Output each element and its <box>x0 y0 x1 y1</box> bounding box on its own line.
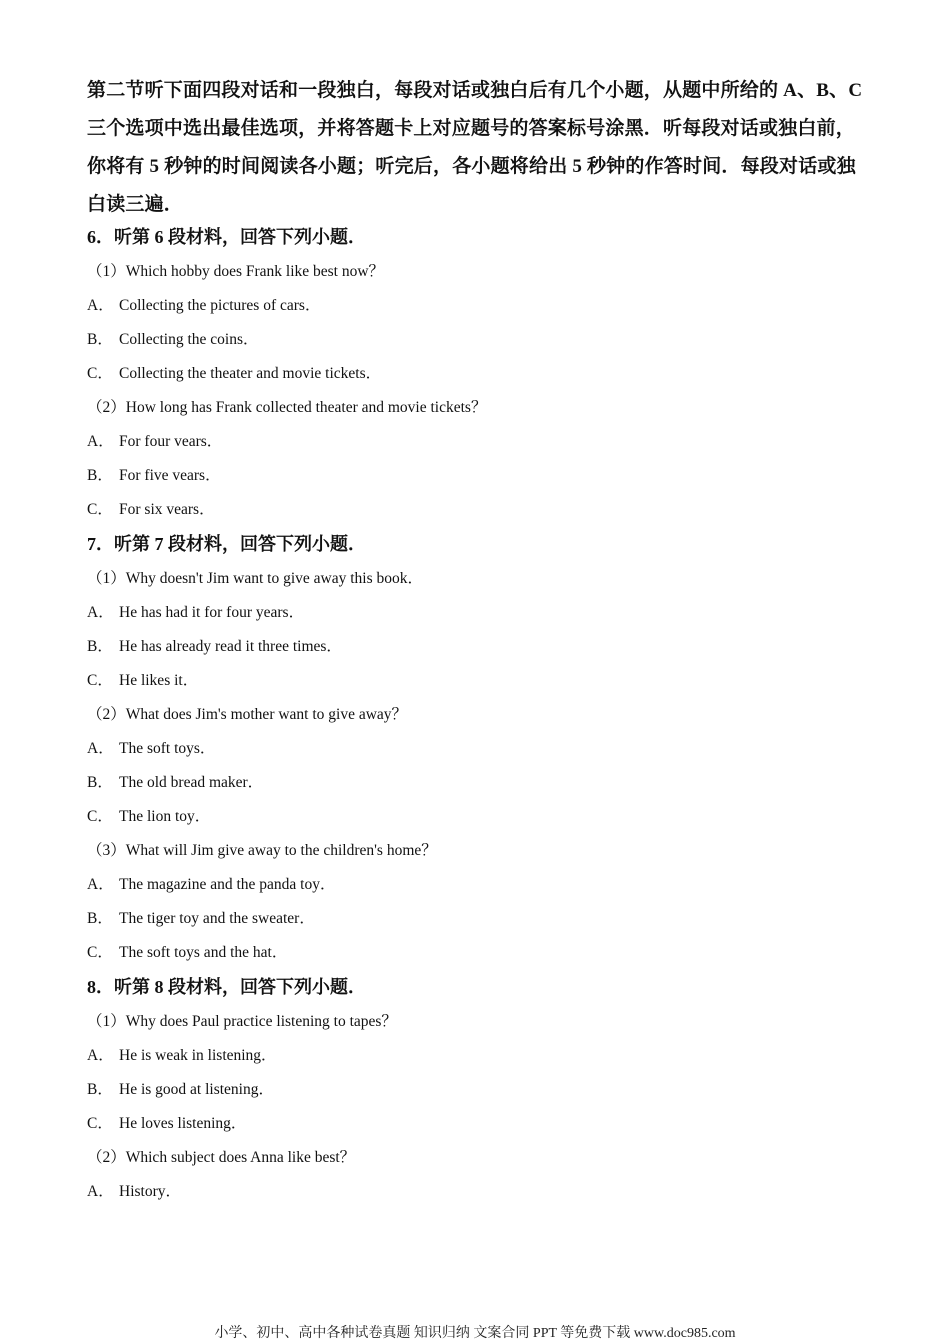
question-prompt: （2）What does Jim's mother want to give away？ <box>87 706 408 723</box>
question-prompt: （1）Why doesn't Jim want to give away this book． <box>87 570 424 587</box>
option-text: He loves listening． <box>119 1115 247 1132</box>
option-text: History． <box>119 1183 182 1200</box>
option-letter: A． <box>87 604 114 621</box>
question-prompt: （3）What will Jim give away to the children's home？ <box>87 842 437 859</box>
option-letter: C． <box>87 365 113 382</box>
instructions-line: 白读三遍． <box>87 194 184 215</box>
option-letter: C． <box>87 808 113 825</box>
answer-option <box>87 459 887 493</box>
option-text: The soft toys and the hat． <box>119 944 288 961</box>
option-letter: B． <box>87 638 113 655</box>
option-letter: A． <box>87 740 114 757</box>
option-text: He has already read it three times． <box>119 638 342 655</box>
section-title: 7．听第 7 段材料，回答下列小题． <box>87 534 366 554</box>
answer-option <box>87 1175 887 1209</box>
answer-option <box>87 664 887 698</box>
option-text: He is weak in listening． <box>119 1047 277 1064</box>
option-text: Collecting the theater and movie tickets． <box>119 365 382 382</box>
option-text: He has had it for four years． <box>119 604 305 621</box>
instructions-line: 第二节听下面四段对话和一段独白，每段对话或独白后有几个小题，从题中所给的 A、B、C <box>87 80 863 101</box>
option-text: He is good at listening． <box>119 1081 274 1098</box>
option-text: He likes it． <box>119 672 199 689</box>
option-text: The old bread maker． <box>119 774 264 791</box>
answer-option <box>87 596 887 630</box>
option-text: For four vears． <box>119 433 223 450</box>
answer-option <box>87 357 887 391</box>
answer-option <box>87 425 887 459</box>
option-letter: C． <box>87 1115 113 1132</box>
question-prompt: （1）Which hobby does Frank like best now？ <box>87 263 385 280</box>
answer-option <box>87 1107 887 1141</box>
question-prompt: （1）Why does Paul practice listening to tapes？ <box>87 1013 397 1030</box>
option-text: Collecting the pictures of cars． <box>119 297 321 314</box>
question-list <box>87 220 887 1209</box>
question-prompt: （2）Which subject does Anna like best？ <box>87 1149 356 1166</box>
option-letter: A． <box>87 1183 114 1200</box>
answer-option <box>87 868 887 902</box>
option-text: The tiger toy and the sweater． <box>119 910 315 927</box>
question-prompt: （2）How long has Frank collected theater and movie tickets？ <box>87 399 487 416</box>
answer-option <box>87 800 887 834</box>
page-footer: 小学、初中、高中各种试卷真题 知识归纳 文案合同 PPT 等免费下载 www.doc985.com <box>214 1326 736 1341</box>
option-letter: C． <box>87 944 113 961</box>
option-text: For five vears． <box>119 467 221 484</box>
instructions-line: 你将有 5 秒钟的时间阅读各小题；听完后，各小题将给出 5 秒钟的作答时间．每段对话或独 <box>87 156 856 177</box>
option-letter: B． <box>87 774 113 791</box>
option-text: Collecting the coins． <box>119 331 259 348</box>
option-letter: B． <box>87 331 113 348</box>
answer-option <box>87 323 887 357</box>
option-letter: C． <box>87 672 113 689</box>
option-letter: C． <box>87 501 113 518</box>
answer-option <box>87 289 887 323</box>
instructions-line: 三个选项中选出最佳选项，并将答题卡上对应题号的答案标号涂黑．听每段对话或独白前， <box>87 118 856 139</box>
option-text: The soft toys． <box>119 740 216 757</box>
answer-option <box>87 766 887 800</box>
instructions-paragraph <box>87 72 867 224</box>
answer-option <box>87 630 887 664</box>
option-letter: B． <box>87 910 113 927</box>
option-letter: A． <box>87 1047 114 1064</box>
option-letter: A． <box>87 876 114 893</box>
answer-option <box>87 902 887 936</box>
answer-option <box>87 936 887 970</box>
option-letter: B． <box>87 1081 113 1098</box>
option-letter: A． <box>87 433 114 450</box>
answer-option <box>87 732 887 766</box>
option-letter: B． <box>87 467 113 484</box>
answer-option <box>87 1073 887 1107</box>
section-title: 8．听第 8 段材料，回答下列小题． <box>87 977 366 997</box>
section-title: 6．听第 6 段材料，回答下列小题． <box>87 227 366 247</box>
option-letter: A． <box>87 297 114 314</box>
answer-option <box>87 493 887 527</box>
option-text: The lion toy． <box>119 808 211 825</box>
answer-option <box>87 1039 887 1073</box>
option-text: For six vears． <box>119 501 215 518</box>
option-text: The magazine and the panda toy． <box>119 876 336 893</box>
